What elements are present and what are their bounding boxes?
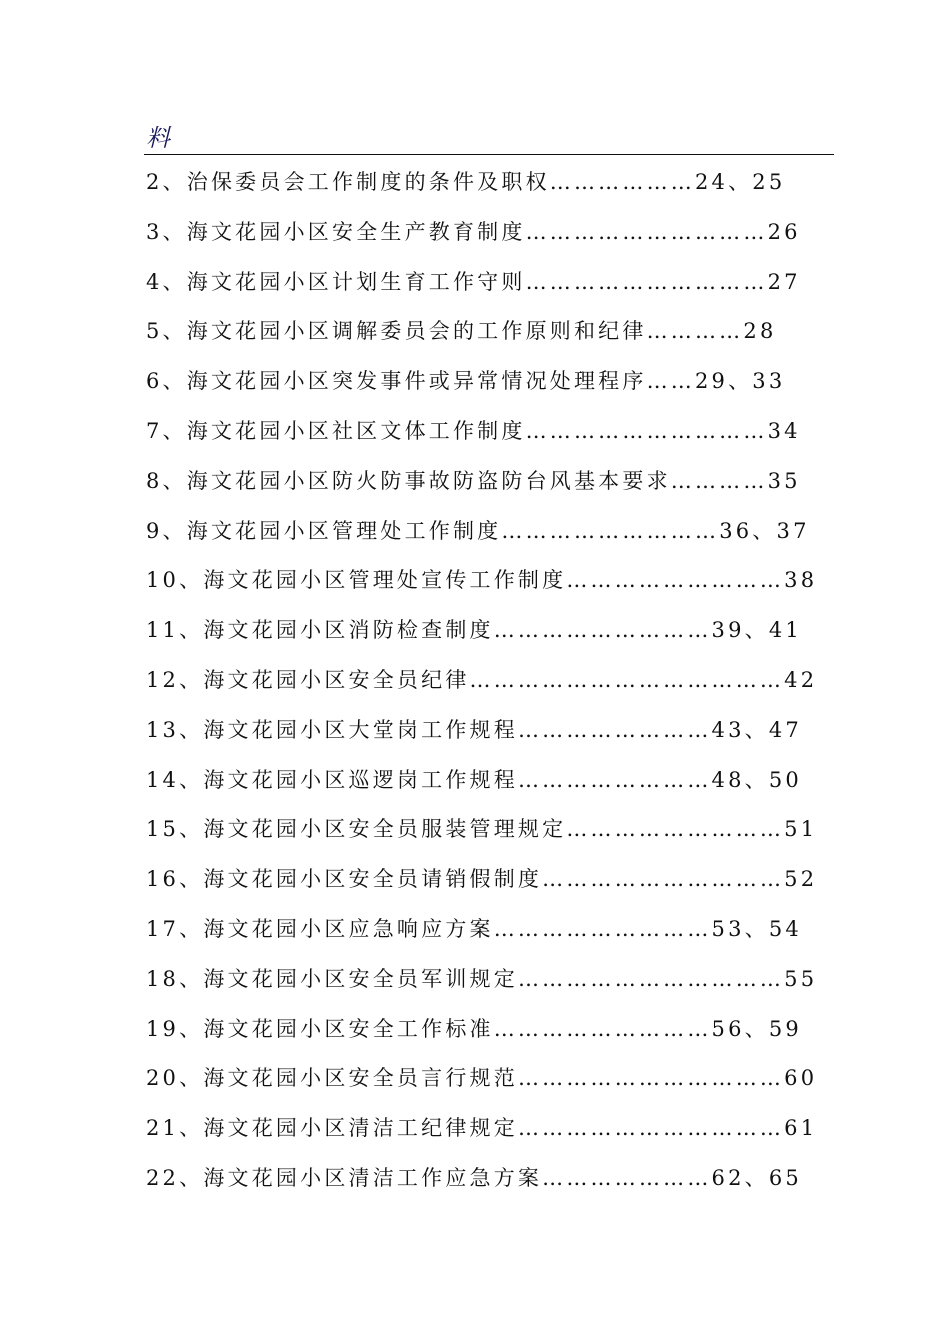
toc-entry-pages: 29、33 <box>694 369 786 394</box>
toc-entry-number: 22、 <box>146 1165 204 1190</box>
toc-entry-leader: ………………………… <box>525 219 768 244</box>
toc-entry <box>146 513 826 563</box>
toc-entry-number: 14、 <box>146 767 204 792</box>
toc-entry <box>146 463 826 513</box>
toc-entry-title: 海文花园小区社区文体工作制度 <box>186 418 526 443</box>
toc-entry-title: 海文花园小区突发事件或异常情况处理程序 <box>186 369 647 394</box>
toc-entry-pages: 28 <box>743 319 777 344</box>
toc-entry-pages: 35 <box>767 468 801 493</box>
toc-entry-title: 海文花园小区安全员服装管理规定 <box>203 817 567 842</box>
toc-entry-number: 20、 <box>146 1066 204 1091</box>
toc-entry-number: 6、 <box>146 369 187 394</box>
toc-entry-pages: 52 <box>784 867 818 892</box>
toc-entry-pages: 53、54 <box>711 916 802 941</box>
table-of-contents <box>146 164 826 1210</box>
toc-entry-leader: ……………… <box>549 170 695 194</box>
toc-entry-leader: ………… <box>670 468 768 493</box>
toc-entry <box>146 264 826 314</box>
toc-entry-pages: 48、50 <box>711 767 802 792</box>
toc-entry-pages: 26 <box>767 219 801 244</box>
toc-entry-number: 17、 <box>146 916 204 941</box>
toc-entry-title: 治保委员会工作制度的条件及职权 <box>186 170 550 194</box>
toc-entry-pages: 51 <box>784 817 818 842</box>
toc-entry-number: 4、 <box>146 269 187 294</box>
toc-entry <box>146 861 826 911</box>
toc-entry-number: 9、 <box>146 518 187 543</box>
toc-entry-number: 11、 <box>146 618 204 643</box>
toc-entry-title: 海文花园小区安全员军训规定 <box>203 966 518 991</box>
toc-entry-title: 海文花园小区消防检查制度 <box>203 618 494 643</box>
toc-entry-number: 7、 <box>146 418 187 443</box>
toc-entry-pages: 61 <box>784 1116 818 1141</box>
toc-entry <box>146 363 826 413</box>
toc-entry-leader: …………………………… <box>517 966 785 991</box>
toc-entry <box>146 1160 826 1210</box>
toc-entry-pages: 42 <box>784 667 818 692</box>
toc-entry-title: 海文花园小区清洁工纪律规定 <box>203 1116 518 1141</box>
toc-entry-number: 21、 <box>146 1116 204 1141</box>
toc-entry-title: 海文花园小区安全生产教育制度 <box>186 219 526 244</box>
toc-entry-number: 3、 <box>146 219 187 244</box>
toc-entry-leader: …………………………… <box>517 1066 785 1091</box>
toc-entry-title: 海文花园小区安全员纪律 <box>203 667 470 692</box>
toc-entry-number: 12、 <box>146 667 204 692</box>
toc-entry-leader: ……………………… <box>493 1016 712 1041</box>
toc-entry-number: 2、 <box>146 170 187 194</box>
toc-entry-leader: ……………………… <box>566 817 785 842</box>
toc-entry-title: 海文花园小区防火防事故防盗防台风基本要求 <box>186 468 671 493</box>
toc-entry-leader: …………………………… <box>517 1116 785 1141</box>
toc-entry <box>146 562 826 612</box>
toc-entry <box>146 762 826 812</box>
toc-entry-number: 8、 <box>146 468 187 493</box>
toc-entry-leader: ………………………………… <box>469 667 785 692</box>
toc-entry-leader: ………………………… <box>525 418 768 443</box>
toc-entry <box>146 1110 826 1160</box>
toc-entry-leader: ………………… <box>542 1165 712 1190</box>
toc-entry-title: 海文花园小区安全员言行规范 <box>203 1066 518 1091</box>
toc-entry-pages: 55 <box>784 966 818 991</box>
toc-entry-leader: ………… <box>646 319 744 344</box>
toc-entry-number: 19、 <box>146 1016 204 1041</box>
toc-entry <box>146 214 826 264</box>
header-mark: 料 <box>146 124 170 152</box>
toc-entry <box>146 811 826 861</box>
toc-entry-pages: 62、65 <box>711 1165 802 1190</box>
toc-entry <box>146 1060 826 1110</box>
toc-entry <box>146 662 826 712</box>
toc-entry-leader: …… <box>646 369 695 394</box>
toc-entry-leader: …………………… <box>517 717 712 742</box>
toc-entry <box>146 164 826 214</box>
toc-entry-number: 13、 <box>146 717 204 742</box>
toc-entry-title: 海文花园小区巡逻岗工作规程 <box>203 767 518 792</box>
toc-entry <box>146 612 826 662</box>
toc-entry-pages: 36、37 <box>719 518 810 543</box>
toc-entry-pages: 43、47 <box>711 717 802 742</box>
toc-entry-title: 海文花园小区安全员请销假制度 <box>203 867 543 892</box>
toc-entry-number: 18、 <box>146 966 204 991</box>
toc-entry-title: 海文花园小区管理处工作制度 <box>186 518 502 543</box>
toc-entry-pages: 60 <box>784 1066 818 1091</box>
toc-entry-number: 15、 <box>146 817 204 842</box>
toc-entry-leader: …………………… <box>517 767 712 792</box>
toc-entry <box>146 911 826 961</box>
toc-entry-title: 海文花园小区管理处宣传工作制度 <box>203 568 567 593</box>
toc-entry-pages: 24、25 <box>694 170 786 194</box>
toc-entry-leader: ……………………… <box>493 618 712 643</box>
toc-entry <box>146 313 826 363</box>
toc-entry-leader: ………………………… <box>525 269 768 294</box>
toc-entry-leader: ……………………… <box>493 916 712 941</box>
toc-entry-title: 海文花园小区安全工作标准 <box>203 1016 494 1041</box>
toc-entry-leader: ……………………… <box>566 568 785 593</box>
toc-entry-title: 海文花园小区清洁工作应急方案 <box>203 1165 543 1190</box>
toc-entry <box>146 712 826 762</box>
toc-entry-title: 海文花园小区计划生育工作守则 <box>186 269 526 294</box>
toc-entry-pages: 38 <box>784 568 818 593</box>
toc-entry-pages: 39、41 <box>711 618 802 643</box>
toc-entry-leader: ……………………… <box>501 518 720 543</box>
toc-entry-pages: 34 <box>767 418 801 443</box>
toc-entry-pages: 56、59 <box>711 1016 802 1041</box>
toc-entry-pages: 27 <box>767 269 801 294</box>
toc-entry <box>146 961 826 1011</box>
toc-entry-number: 10、 <box>146 568 204 593</box>
toc-entry <box>146 1011 826 1061</box>
toc-entry-title: 海文花园小区调解委员会的工作原则和纪律 <box>186 319 647 344</box>
header-rule <box>144 154 834 155</box>
toc-entry-title: 海文花园小区应急响应方案 <box>203 916 494 941</box>
toc-entry <box>146 413 826 463</box>
toc-entry-title: 海文花园小区大堂岗工作规程 <box>203 717 518 742</box>
toc-entry-leader: ………………………… <box>542 867 785 892</box>
toc-entry-number: 5、 <box>146 319 187 344</box>
toc-entry-number: 16、 <box>146 867 204 892</box>
